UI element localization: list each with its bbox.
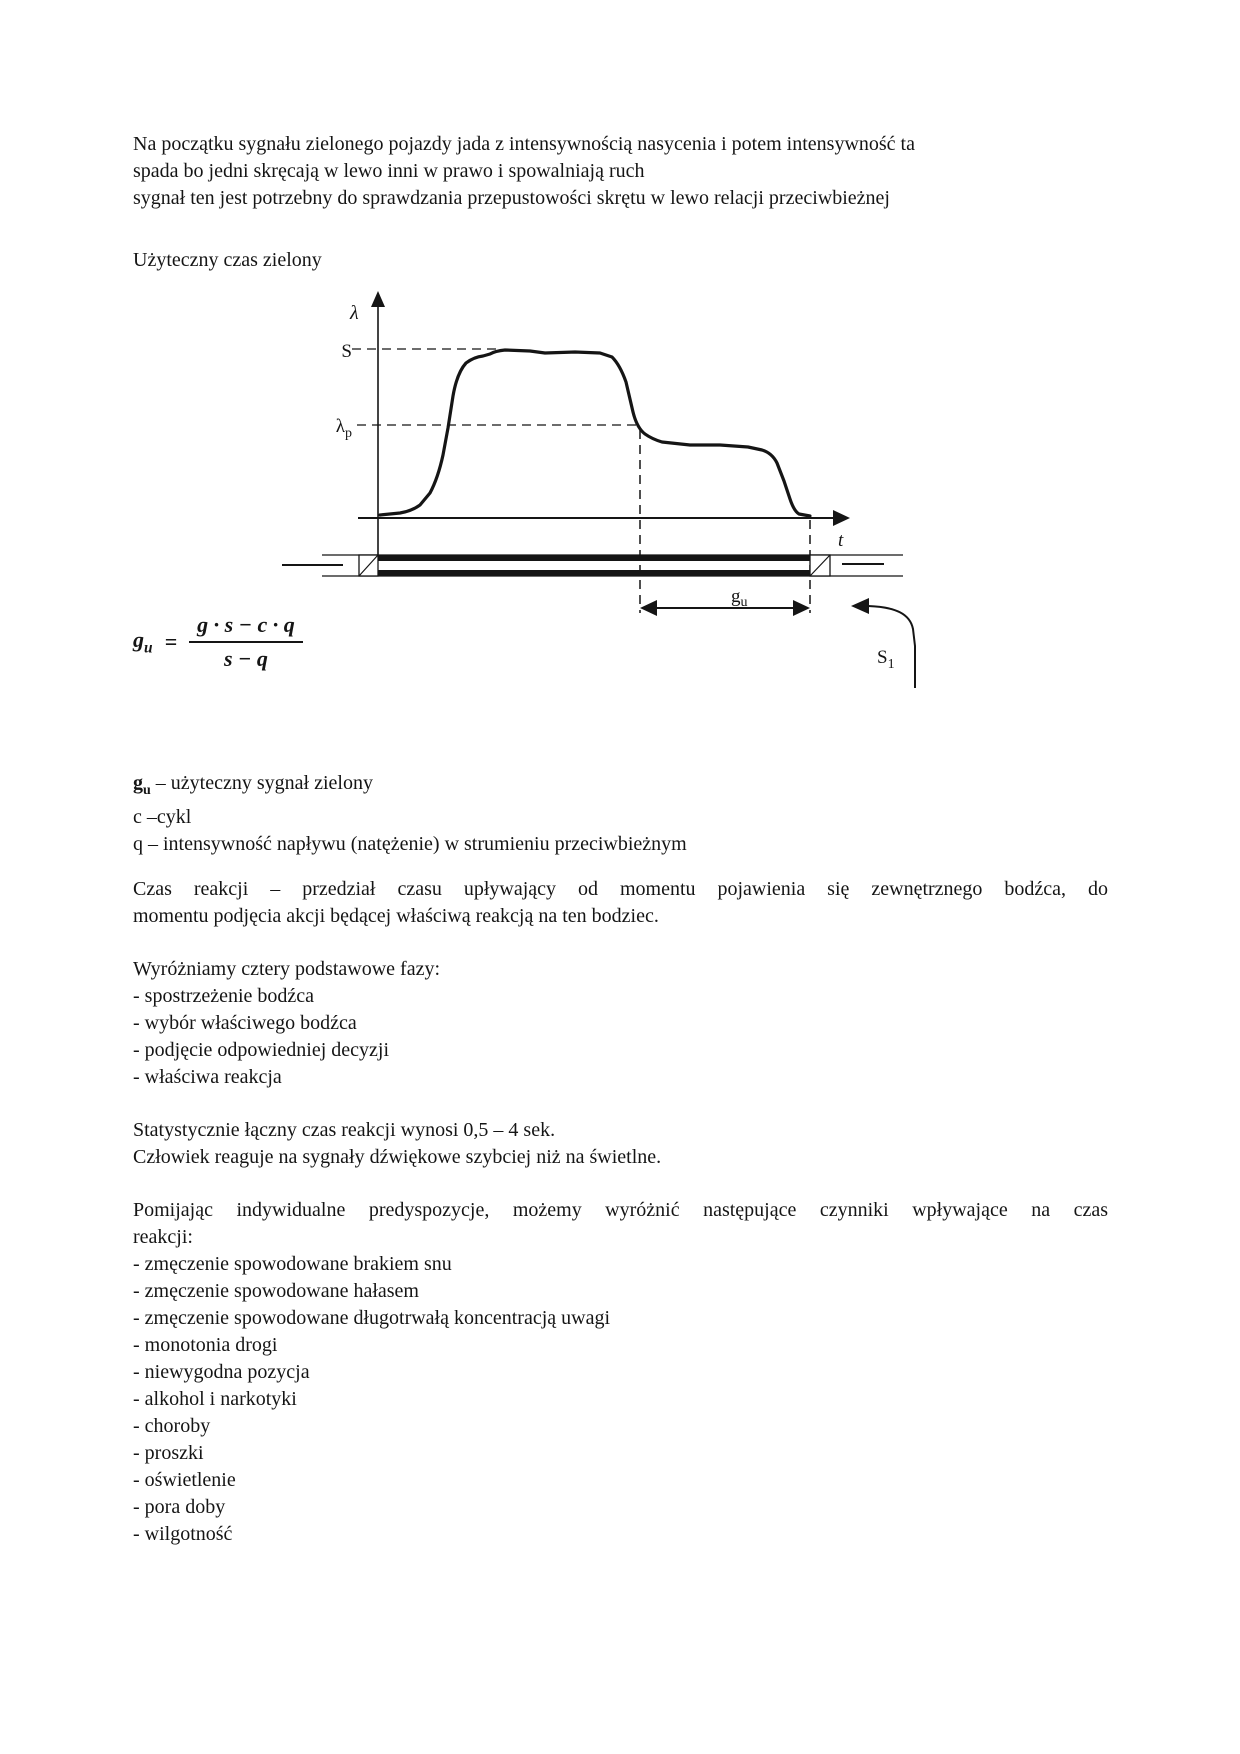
gu-label: $g_u$ bbox=[731, 586, 748, 610]
factors-intro-line-1: Pomijając indywidualne predyspozycje, możemy wyróżnić następujące czynniki wpływające na czas bbox=[133, 1199, 1108, 1221]
formula-denominator: s − q bbox=[223, 646, 268, 671]
phase-item: - wybór właściwego bodźca bbox=[133, 1012, 357, 1034]
gu-arrow-right-icon bbox=[793, 600, 810, 616]
definition-c: c –cykl bbox=[133, 806, 192, 828]
section-heading: Użyteczny czas zielony bbox=[133, 249, 322, 271]
t-axis-label: t bbox=[838, 530, 844, 551]
factor-item: - niewygodna pozycja bbox=[133, 1361, 310, 1383]
phases-heading: Wyróżniamy cztery podstawowe fazy: bbox=[133, 958, 441, 980]
t-axis-arrow-icon bbox=[833, 510, 850, 526]
reaction-para-line-2: momentu podjęcia akcji będącej właściwą reakcją na ten bodziec. bbox=[133, 905, 659, 927]
formula-equals: = bbox=[164, 629, 178, 654]
factor-item: - pora doby bbox=[133, 1496, 226, 1518]
phase-item: - podjęcie odpowiedniej decyzji bbox=[133, 1039, 390, 1061]
s-level-label: S bbox=[341, 341, 352, 362]
gu-formula bbox=[133, 612, 303, 672]
y-axis-arrow-icon bbox=[371, 291, 385, 307]
definition-q: q – intensywność napływu (natężenie) w strumieniu przeciwbieżnym bbox=[133, 833, 687, 855]
green-time-diagram bbox=[262, 282, 962, 694]
intro-line-3: sygnał ten jest potrzebny do sprawdzania przepustowości skrętu w lewo relacji przeciwbieżnej bbox=[133, 187, 890, 209]
factors-intro-line-2: reakcji: bbox=[133, 1226, 193, 1248]
formula-numerator: g · s − c · q bbox=[189, 612, 303, 643]
intro-paragraph bbox=[133, 131, 1108, 212]
factor-item: - choroby bbox=[133, 1415, 211, 1437]
phase-item: - właściwa reakcja bbox=[133, 1066, 282, 1088]
factor-item: - wilgotność bbox=[133, 1523, 233, 1545]
s1-pointer-line bbox=[868, 606, 915, 688]
y-axis-label: λ bbox=[350, 302, 359, 324]
flow-intensity-curve bbox=[380, 350, 810, 516]
formula-fraction bbox=[189, 612, 303, 672]
stats-line-1: Statystycznie łączny czas reakcji wynosi 0,5 – 4 sek. bbox=[133, 1119, 556, 1141]
formula-lhs: $g_u$ bbox=[133, 626, 153, 657]
factor-item: - proszki bbox=[133, 1442, 204, 1464]
factor-item: - zmęczenie spowodowane hałasem bbox=[133, 1280, 419, 1302]
factor-item: - zmęczenie spowodowane brakiem snu bbox=[133, 1253, 452, 1275]
intro-line-1: Na początku sygnału zielonego pojazdy jada z intensywnością nasycenia i potem intensywność ta bbox=[133, 133, 915, 155]
intro-line-2: spada bo jedni skręcają w lewo inni w prawo i spowalniają ruch bbox=[133, 160, 645, 182]
lambda-p-label: $\lambda_p$ bbox=[335, 416, 352, 441]
gu-arrow-left-icon bbox=[640, 600, 657, 616]
definition-gu: $g_u$ – użyteczny sygnał zielony bbox=[133, 772, 373, 798]
phase-item: - spostrzeżenie bodźca bbox=[133, 985, 315, 1007]
stats-line-2: Człowiek reaguje na sygnały dźwiękowe szybciej niż na świetlne. bbox=[133, 1146, 662, 1168]
factor-item: - zmęczenie spowodowane długotrwałą koncentracją uwagi bbox=[133, 1307, 611, 1329]
reaction-para-line-1: Czas reakcji – przedział czasu upływający od momentu pojawienia się zewnętrznego bodźca, do bbox=[133, 878, 1108, 900]
factor-item: - alkohol i narkotyki bbox=[133, 1388, 297, 1410]
s1-arrowhead-icon bbox=[851, 598, 869, 614]
factor-item: - monotonia drogi bbox=[133, 1334, 278, 1356]
s1-label: $S_1$ bbox=[877, 647, 895, 672]
factor-item: - oświetlenie bbox=[133, 1469, 236, 1491]
reaction-time-section bbox=[133, 876, 1108, 1548]
symbol-definitions bbox=[133, 770, 687, 858]
